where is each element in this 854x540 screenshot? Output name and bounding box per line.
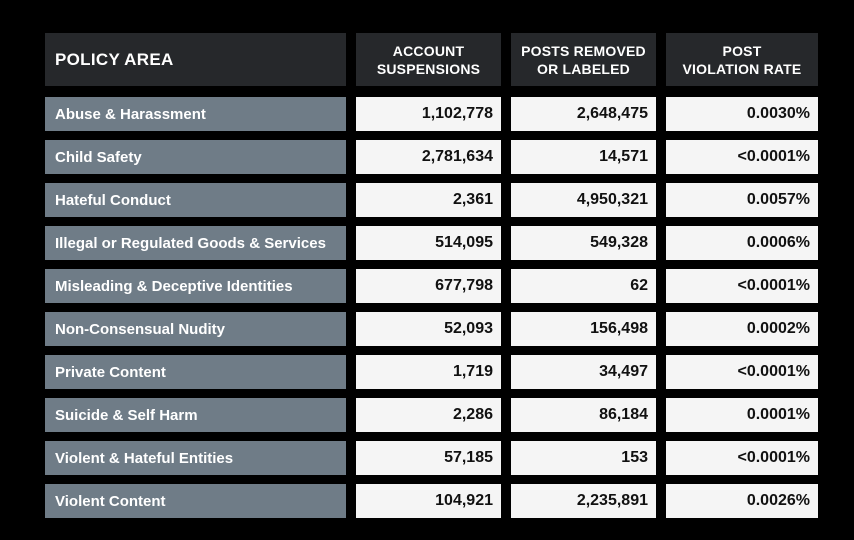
violation-rate-cell: <0.0001% [666, 140, 818, 174]
violation-rate-cell: <0.0001% [666, 269, 818, 303]
table-row [45, 355, 818, 389]
policy-enforcement-table [45, 33, 818, 527]
policy-area-cell: Violent Content [45, 484, 346, 518]
header-post-violation-rate [666, 33, 818, 86]
policy-area-cell: Abuse & Harassment [45, 97, 346, 131]
header-account-suspensions-line-2: SUSPENSIONS [376, 60, 481, 77]
header-account-suspensions [356, 33, 501, 86]
table-body [45, 97, 818, 518]
posts-removed-cell: 14,571 [511, 140, 656, 174]
account-suspensions-cell: 104,921 [356, 484, 501, 518]
account-suspensions-cell: 1,719 [356, 355, 501, 389]
account-suspensions-cell: 52,093 [356, 312, 501, 346]
violation-rate-cell: <0.0001% [666, 441, 818, 475]
violation-rate-cell: <0.0001% [666, 355, 818, 389]
policy-area-cell: Suicide & Self Harm [45, 398, 346, 432]
header-posts-removed-line-1: POSTS REMOVED [521, 42, 646, 59]
policy-area-cell: Violent & Hateful Entities [45, 441, 346, 475]
table-row [45, 484, 818, 518]
posts-removed-cell: 86,184 [511, 398, 656, 432]
header-post-violation-rate-line-1: POST [722, 42, 762, 59]
posts-removed-cell: 62 [511, 269, 656, 303]
header-post-violation-rate-line-2: VIOLATION RATE [682, 60, 802, 77]
table-row [45, 269, 818, 303]
posts-removed-cell: 153 [511, 441, 656, 475]
header-account-suspensions-line-1: ACCOUNT [392, 42, 465, 59]
table-row [45, 97, 818, 131]
policy-area-cell: Child Safety [45, 140, 346, 174]
account-suspensions-cell: 2,781,634 [356, 140, 501, 174]
violation-rate-cell: 0.0006% [666, 226, 818, 260]
header-policy-area [45, 33, 346, 86]
posts-removed-cell: 34,497 [511, 355, 656, 389]
policy-area-cell: Illegal or Regulated Goods & Services [45, 226, 346, 260]
policy-area-cell: Private Content [45, 355, 346, 389]
policy-area-cell: Misleading & Deceptive Identities [45, 269, 346, 303]
account-suspensions-cell: 514,095 [356, 226, 501, 260]
table-row [45, 183, 818, 217]
table-row [45, 226, 818, 260]
table-header-row [45, 33, 818, 86]
violation-rate-cell: 0.0057% [666, 183, 818, 217]
account-suspensions-cell: 2,286 [356, 398, 501, 432]
table-row [45, 441, 818, 475]
policy-area-cell: Hateful Conduct [45, 183, 346, 217]
policy-area-cell: Non-Consensual Nudity [45, 312, 346, 346]
violation-rate-cell: 0.0001% [666, 398, 818, 432]
posts-removed-cell: 156,498 [511, 312, 656, 346]
table-row [45, 312, 818, 346]
posts-removed-cell: 549,328 [511, 226, 656, 260]
posts-removed-cell: 2,235,891 [511, 484, 656, 518]
account-suspensions-cell: 2,361 [356, 183, 501, 217]
account-suspensions-cell: 1,102,778 [356, 97, 501, 131]
posts-removed-cell: 2,648,475 [511, 97, 656, 131]
violation-rate-cell: 0.0002% [666, 312, 818, 346]
violation-rate-cell: 0.0026% [666, 484, 818, 518]
header-posts-removed-line-2: OR LABELED [536, 60, 630, 77]
account-suspensions-cell: 57,185 [356, 441, 501, 475]
posts-removed-cell: 4,950,321 [511, 183, 656, 217]
violation-rate-cell: 0.0030% [666, 97, 818, 131]
header-posts-removed [511, 33, 656, 86]
account-suspensions-cell: 677,798 [356, 269, 501, 303]
table-row [45, 398, 818, 432]
table-row [45, 140, 818, 174]
header-policy-area-label: POLICY AREA [55, 49, 174, 69]
